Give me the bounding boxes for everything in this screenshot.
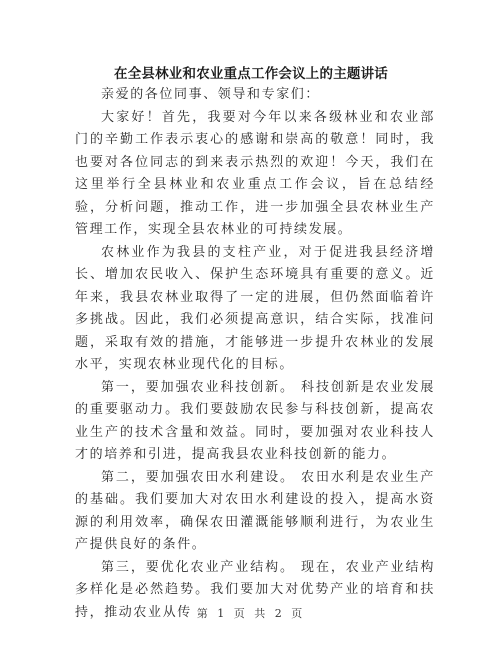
body-paragraph: 第二，要加强农田水利建设。 农田水利是农业生产的基础。我们要加大对农田水利建设的投入，提高水资源的利用效率，确保农田灌溉能够顺利进行，为农业生产提供良好的条件。	[75, 469, 435, 552]
body-paragraph: 第三，要优化农业产业结构。 现在，农业产业结构多样化是必然趋势。我们要加大对优势产业的培育和扶持，推动农业从传	[75, 559, 435, 620]
document-title: 在全县林业和农业重点工作会议上的主题讲话	[114, 66, 388, 82]
body-paragraph: 农林业作为我县的支柱产业，对于促进我县经济增长、增加农民收入、保护生态环境具有重要的意义。近年来，我县农林业取得了一定的进展，但仍然面临着许多挑战。因此，我们必须提高意识，结合实际，找准问题，采取有效的措施，才能够进一步提升农林业的发展水平，实现农林业现代化的目标。	[75, 244, 435, 372]
document-body	[75, 84, 435, 624]
salutation-paragraph: 亲爱的各位同事、领导和专家们：	[101, 87, 321, 102]
page-number-footer: 第 1 页 共 2 页	[196, 607, 306, 620]
body-paragraph: 大家好！首先，我要对今年以来各级林业和农业部门的辛勤工作表示衷心的感谢和崇高的敬意！同时，我也要对各位同志的到来表示热烈的欢迎！今天，我们在这里举行全县林业和农业重点工作会议，旨在总结经验，分析问题，推动工作，进一步加强全县农林业生产管理工作，实现全县农林业的可持续发展。	[75, 109, 435, 237]
body-paragraph: 第一，要加强农业科技创新。 科技创新是农业发展的重要驱动力。我们要鼓励农民参与科技创新，提高农业生产的技术含量和效益。同时，要加强对农业科技人才的培养和引进，提高我县农业科技创新的能力。	[75, 379, 435, 462]
